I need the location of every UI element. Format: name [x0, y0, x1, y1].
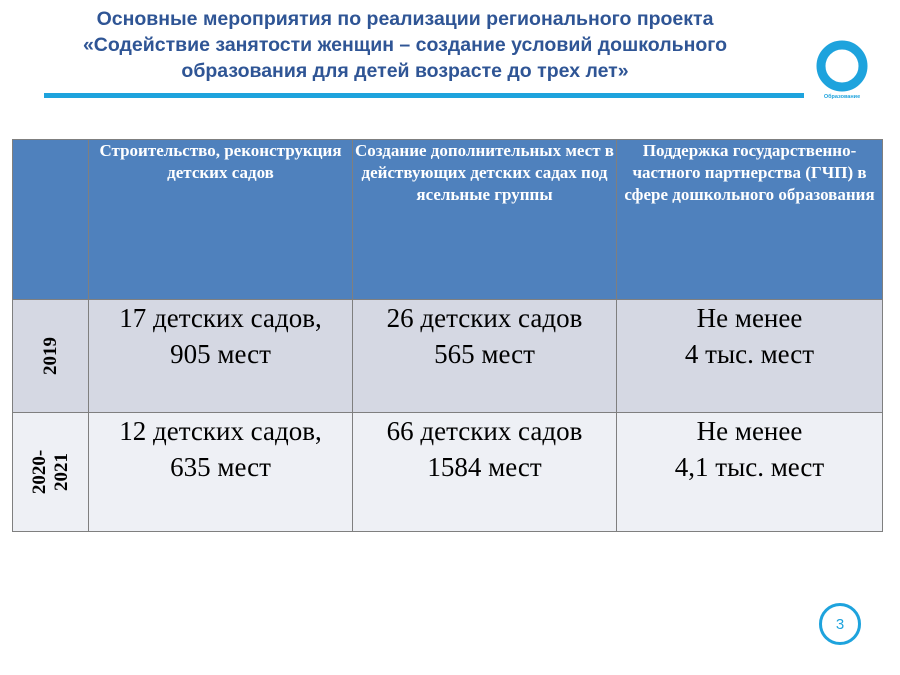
page-number: 3 [819, 603, 861, 645]
column-header: Поддержка государственно-частного партнерства (ГЧП) в сфере дошкольного образования [617, 140, 883, 300]
logo-label: Образование [823, 94, 861, 100]
table-row [13, 413, 883, 532]
title-line: образования для детей возрасте до трех лет» [181, 60, 629, 82]
title-line: Основные мероприятия по реализации регионального проекта [96, 8, 714, 30]
table-row [13, 300, 883, 413]
title-line: «Содействие занятости женщин – создание условий дошкольного [82, 34, 728, 56]
table-cell: Не менее 4 тыс. мест [617, 300, 883, 413]
slide-title [20, 6, 790, 84]
table-cell: Не менее 4,1 тыс. мест [617, 413, 883, 532]
education-logo [814, 38, 870, 108]
table-cell: 26 детских садов 565 мест [353, 300, 617, 413]
projects-table [12, 139, 883, 532]
column-header: Создание дополнительных мест в действующих детских садах под ясельные группы [353, 140, 617, 300]
year-label: 2020- 2021 [28, 449, 72, 495]
year-cell [13, 300, 89, 413]
table-cell: 17 детских садов, 905 мест [89, 300, 353, 413]
column-header: Строительство, реконструкция детских садов [89, 140, 353, 300]
year-label: 2019 [39, 337, 61, 375]
table-cell: 66 детских садов 1584 мест [353, 413, 617, 532]
ring-logo-icon [814, 38, 870, 94]
header-row [13, 140, 883, 300]
year-cell [13, 413, 89, 532]
title-underline [44, 93, 804, 98]
corner-cell [13, 140, 89, 300]
table-cell: 12 детских садов, 635 мест [89, 413, 353, 532]
